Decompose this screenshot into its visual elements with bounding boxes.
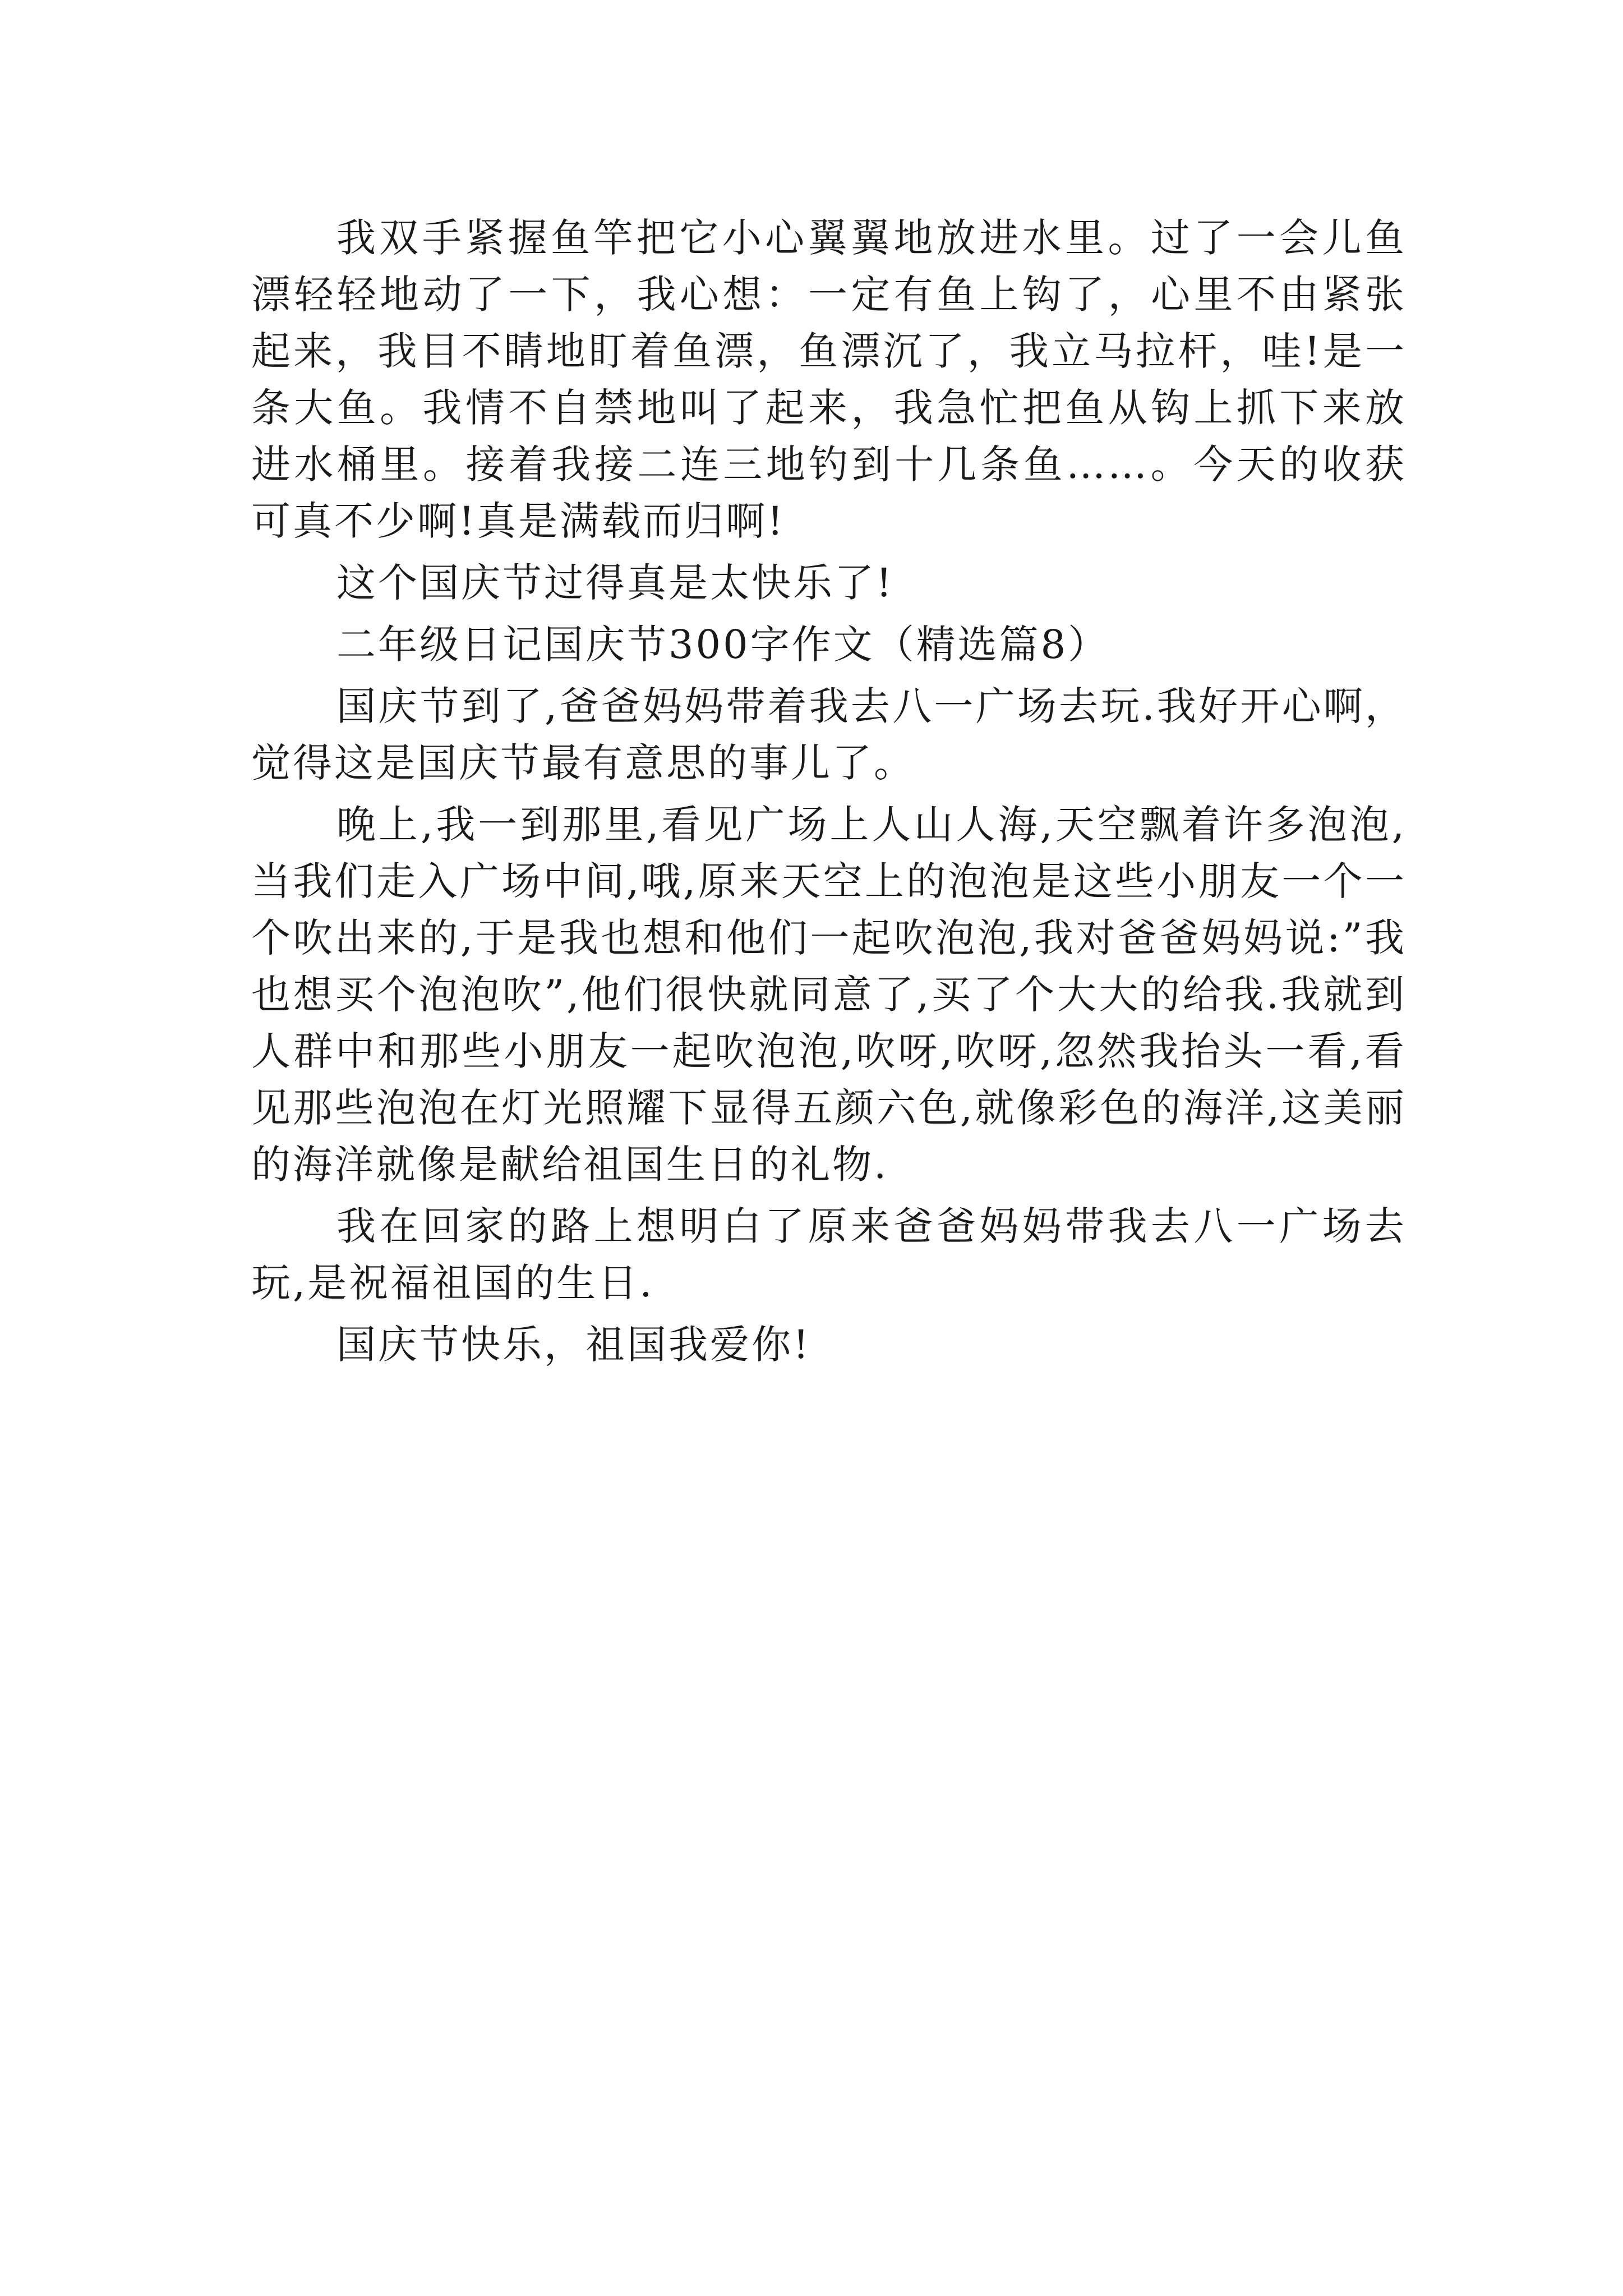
paragraph-way-home: 我在回家的路上想明白了原来爸爸妈妈带我去八一广场去玩,是祝福祖国的生日. (251, 1203, 1407, 1306)
paragraph-bayi-square: 国庆节到了,爸爸妈妈带着我去八一广场去玩.我好开心啊，觉得这是国庆节最有意思的事儿了。 (251, 683, 1407, 786)
essay-title: 二年级日记国庆节300字作文（精选篇8） (336, 622, 1110, 668)
paragraph-happy-holiday: 这个国庆节过得真是太快乐了! (336, 560, 895, 606)
paragraph-bubbles: 晚上,我一到那里,看见广场上人山人海,天空飘着许多泡泡,当我们走入广场中间,哦,原来天空上的泡泡是这些小朋友一个一个吹出来的,于是我也想和他们一起吹泡泡,我对爸爸妈妈说:”我也想买个泡泡吹”,他们很快就同意了,买了个大大的给我.我就到人群中和那些小朋友一起吹泡泡,吹呀,吹呀,忽然我抬头一看,看见那些泡泡在灯光照耀下显得五颜六色,就像彩色的海洋,这美丽的海洋就像是献给祖国生日的礼物. (251, 802, 1407, 1188)
document-body (251, 210, 1407, 1378)
paragraph-closing: 国庆节快乐，祖国我爱你! (336, 1322, 811, 1368)
paragraph-fishing: 我双手紧握鱼竿把它小心翼翼地放进水里。过了一会儿鱼漂轻轻地动了一下，我心想：一定有鱼上钩了，心里不由紧张起来，我目不睛地盯着鱼漂，鱼漂沉了，我立马拉杆，哇!是一条大鱼。我情不自禁地叫了起来，我急忙把鱼从钩上抓下来放进水桶里。接着我接二连三地钓到十几条鱼……。今天的收获可真不少啊!真是满载而归啊! (251, 215, 1407, 544)
